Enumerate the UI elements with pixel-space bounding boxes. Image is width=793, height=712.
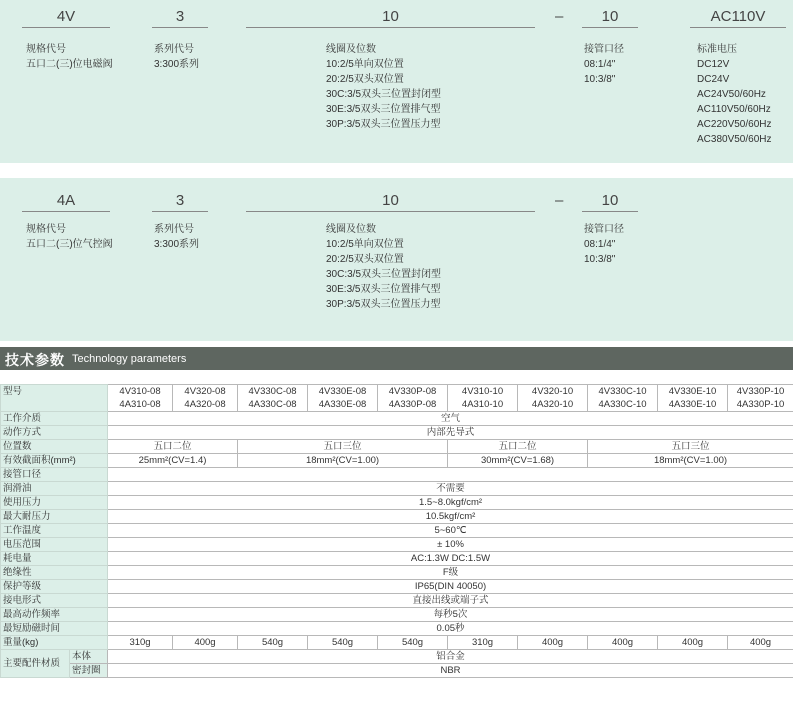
coil-item: 30P:3/5双头三位置压力型 <box>326 119 441 130</box>
port-block <box>584 42 624 87</box>
row-label: 重量(kg) <box>1 636 108 650</box>
row-value: 五口三位 <box>588 440 793 454</box>
model-cell <box>378 385 448 412</box>
row-label: 保护等级 <box>1 580 108 594</box>
model-a: 4A330P-08 <box>388 399 437 410</box>
table-row <box>1 440 793 454</box>
row-value: 不需要 <box>108 482 793 496</box>
row-value: 每秒5次 <box>108 608 793 622</box>
row-value: F级 <box>108 566 793 580</box>
row-label: 工作介质 <box>1 412 108 426</box>
table-row <box>1 594 793 608</box>
coding-panel-pneumatic <box>0 178 793 341</box>
model-cell <box>108 385 173 412</box>
row-value: NBR <box>108 664 793 678</box>
row-value: 直接出线或端子式 <box>108 594 793 608</box>
spec-value: 五口二(三)位气控阀 <box>26 239 113 250</box>
row-value: 1.5~8.0kgf/cm² <box>108 496 793 510</box>
series-label: 系列代号 <box>154 44 194 55</box>
model-label: 型号 <box>1 385 108 412</box>
table-row <box>1 580 793 594</box>
row-value: 五口二位 <box>448 440 588 454</box>
table-row <box>1 412 793 426</box>
model-a: 4A320-10 <box>531 399 574 410</box>
table-row <box>1 636 793 650</box>
row-label: 绝缘性 <box>1 566 108 580</box>
section-title-en: Technology parameters <box>72 353 187 365</box>
port-block <box>584 222 624 267</box>
voltage-item: AC220V50/60Hz <box>697 119 772 130</box>
table-row <box>1 496 793 510</box>
model-v: 4V330P-10 <box>736 386 785 397</box>
tech-params-table <box>0 384 793 678</box>
row-label: 最短励磁时间 <box>1 622 108 636</box>
row-label: 最高动作频率 <box>1 608 108 622</box>
port-item: 08:1/4" <box>584 59 616 70</box>
coil-item: 20:2/5双头双位置 <box>326 254 404 265</box>
model-a: 4A310-08 <box>119 399 161 410</box>
row-label: 耗电量 <box>1 552 108 566</box>
model-v: 4V320-08 <box>184 386 226 397</box>
code-voltage: AC110V <box>690 8 786 28</box>
seal-label: 密封圈 <box>70 664 108 678</box>
code-coil: 10 <box>246 192 535 212</box>
row-value: 30mm²(CV=1.68) <box>448 454 588 468</box>
row-label: 润滑油 <box>1 482 108 496</box>
row-label: 使用压力 <box>1 496 108 510</box>
code-port: 10 <box>582 8 638 28</box>
voltage-block <box>697 42 772 147</box>
table-row <box>1 510 793 524</box>
spec-block <box>26 42 113 72</box>
coil-item: 20:2/5双头双位置 <box>326 74 404 85</box>
table-row <box>1 664 793 678</box>
model-v: 4V330P-08 <box>388 386 437 397</box>
port-item: 10:3/8" <box>584 254 616 265</box>
table-row <box>1 524 793 538</box>
weight-cell: 310g <box>108 636 173 650</box>
coil-item: 10:2/5单向双位置 <box>326 59 404 70</box>
table-row <box>1 454 793 468</box>
model-cell <box>238 385 308 412</box>
series-block <box>154 42 199 72</box>
model-cell <box>173 385 238 412</box>
port-label: 接管口径 <box>584 44 624 55</box>
coil-item: 10:2/5单向双位置 <box>326 239 404 250</box>
row-value: 18mm²(CV=1.00) <box>238 454 448 468</box>
series-value: 3:300系列 <box>154 59 200 70</box>
row-label: 有效截面积(mm²) <box>1 454 108 468</box>
weight-cell: 540g <box>378 636 448 650</box>
model-v: 4V330E-10 <box>668 386 717 397</box>
model-v: 4V320-10 <box>531 386 574 397</box>
model-a: 4A330E-08 <box>318 399 367 410</box>
model-cell <box>518 385 588 412</box>
port-item: 08:1/4" <box>584 239 616 250</box>
voltage-item: DC24V <box>697 74 730 85</box>
model-v: 4V310-10 <box>461 386 504 397</box>
table-row <box>1 482 793 496</box>
series-label: 系列代号 <box>154 224 194 235</box>
body-label: 本体 <box>70 650 108 664</box>
model-v: 4V330E-08 <box>318 386 367 397</box>
weight-cell: 400g <box>173 636 238 650</box>
model-a: 4A330P-10 <box>736 399 785 410</box>
weight-cell: 540g <box>238 636 308 650</box>
weight-cell: 540g <box>308 636 378 650</box>
table-row <box>1 385 793 412</box>
spec-label: 规格代号 <box>26 224 66 235</box>
model-a: 4A330C-08 <box>248 399 297 410</box>
coil-block <box>326 222 441 312</box>
row-label: 最大耐压力 <box>1 510 108 524</box>
voltage-label: 标准电压 <box>697 44 737 55</box>
section-title-zh: 技术参数 <box>5 352 65 368</box>
row-value: 18mm²(CV=1.00) <box>588 454 793 468</box>
table-row <box>1 608 793 622</box>
coil-block <box>326 42 441 132</box>
row-label: 动作方式 <box>1 426 108 440</box>
weight-cell: 400g <box>728 636 793 650</box>
weight-cell: 310g <box>448 636 518 650</box>
weight-cell: 400g <box>588 636 658 650</box>
table-row <box>1 622 793 636</box>
code-prefix: 4A <box>22 192 110 212</box>
row-value: 铝合金 <box>108 650 793 664</box>
row-value <box>108 468 793 482</box>
code-port: 10 <box>582 192 638 212</box>
row-value: 5~60℃ <box>108 524 793 538</box>
row-value: 0.05秒 <box>108 622 793 636</box>
row-label: 工作温度 <box>1 524 108 538</box>
model-cell <box>658 385 728 412</box>
material-label: 主要配件材质 <box>1 650 70 678</box>
model-a: 4A330E-10 <box>668 399 717 410</box>
row-value: 10.5kgf/cm² <box>108 510 793 524</box>
model-cell <box>448 385 518 412</box>
voltage-item: AC380V50/60Hz <box>697 134 772 145</box>
series-block <box>154 222 199 252</box>
row-value: 五口三位 <box>238 440 448 454</box>
row-label: 位置数 <box>1 440 108 454</box>
coil-label: 线圈及位数 <box>326 224 376 235</box>
spec-label: 规格代号 <box>26 44 66 55</box>
row-value: AC:1.3W DC:1.5W <box>108 552 793 566</box>
model-a: 4A310-10 <box>461 399 504 410</box>
row-value: 25mm²(CV=1.4) <box>108 454 238 468</box>
row-value: 空气 <box>108 412 793 426</box>
table-row <box>1 552 793 566</box>
model-a: 4A320-08 <box>184 399 226 410</box>
model-cell <box>588 385 658 412</box>
spec-block <box>26 222 113 252</box>
coil-item: 30C:3/5双头三位置封闭型 <box>326 89 442 100</box>
code-series: 3 <box>152 192 208 212</box>
code-prefix: 4V <box>22 8 110 28</box>
coding-panel-solenoid <box>0 0 793 163</box>
coil-item: 30C:3/5双头三位置封闭型 <box>326 269 442 280</box>
port-item: 10:3/8" <box>584 74 616 85</box>
code-coil: 10 <box>246 8 535 28</box>
weight-cell: 400g <box>658 636 728 650</box>
voltage-item: AC24V50/60Hz <box>697 89 766 100</box>
section-header <box>0 347 793 370</box>
row-value: ± 10% <box>108 538 793 552</box>
table-row <box>1 538 793 552</box>
port-label: 接管口径 <box>584 224 624 235</box>
row-label: 接管口径 <box>1 468 108 482</box>
table-row <box>1 566 793 580</box>
coil-item: 30E:3/5双头三位置排气型 <box>326 104 441 115</box>
row-label: 电压范围 <box>1 538 108 552</box>
code-dash: – <box>555 8 564 25</box>
weight-cell: 400g <box>518 636 588 650</box>
row-value: 内部先导式 <box>108 426 793 440</box>
model-cell <box>728 385 793 412</box>
table-row <box>1 426 793 440</box>
code-dash: – <box>555 192 564 209</box>
model-v: 4V330C-08 <box>248 386 297 397</box>
row-label: 接电形式 <box>1 594 108 608</box>
coil-item: 30P:3/5双头三位置压力型 <box>326 299 441 310</box>
series-value: 3:300系列 <box>154 239 200 250</box>
table-row <box>1 650 793 664</box>
spec-value: 五口二(三)位电磁阀 <box>26 59 113 70</box>
coil-label: 线圈及位数 <box>326 44 376 55</box>
table-row <box>1 468 793 482</box>
voltage-item: AC110V50/60Hz <box>697 104 771 115</box>
model-a: 4A330C-10 <box>598 399 647 410</box>
coil-item: 30E:3/5双头三位置排气型 <box>326 284 441 295</box>
voltage-item: DC12V <box>697 59 730 70</box>
code-series: 3 <box>152 8 208 28</box>
row-value: 五口二位 <box>108 440 238 454</box>
model-cell <box>308 385 378 412</box>
model-v: 4V330C-10 <box>598 386 647 397</box>
row-value: IP65(DIN 40050) <box>108 580 793 594</box>
model-v: 4V310-08 <box>119 386 161 397</box>
